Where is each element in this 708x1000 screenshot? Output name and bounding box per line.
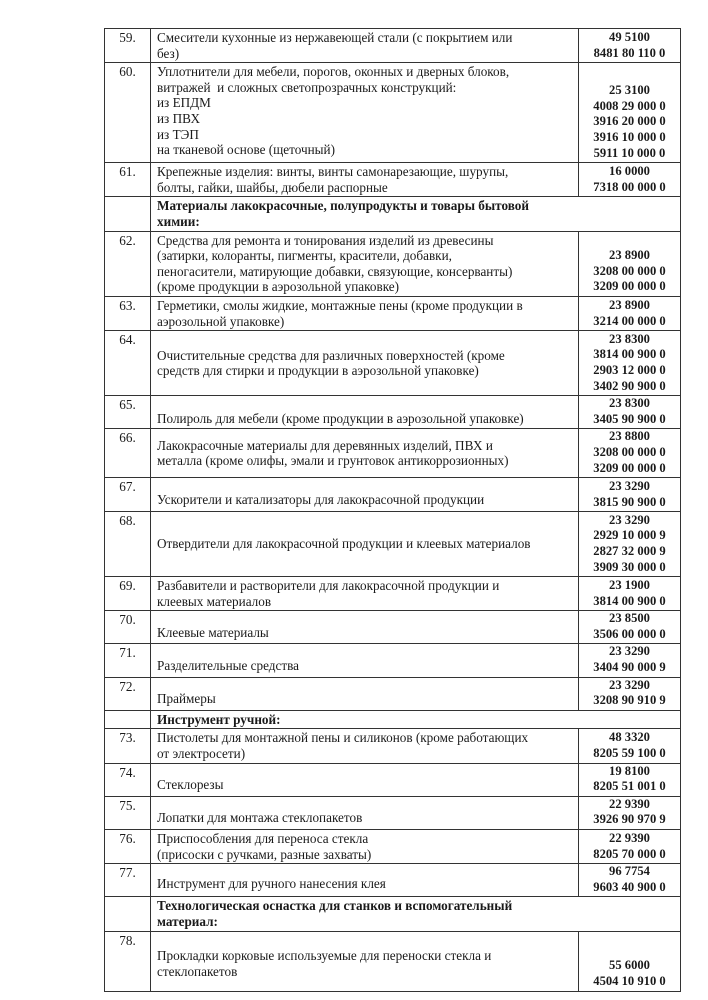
row-description: Очистительные средства для различных поверхностей (кроме средств для стирки и продукции в аэрозольной упаковке) bbox=[151, 331, 579, 396]
table-row bbox=[105, 296, 681, 330]
row-number: 77. bbox=[105, 864, 151, 897]
row-description: Ускорители и катализаторы для лакокрасочной продукции bbox=[151, 478, 579, 512]
row-codes: 19 8100 8205 51 001 0 bbox=[579, 763, 681, 796]
row-description: Смесители кухонные из нержавеющей стали (с покрытием или без) bbox=[151, 29, 579, 63]
row-codes: 23 8300 3405 90 900 0 bbox=[579, 396, 681, 429]
row-codes: 23 3290 3404 90 000 9 bbox=[579, 644, 681, 677]
row-number: 78. bbox=[105, 931, 151, 991]
row-number: 73. bbox=[105, 729, 151, 763]
goods-table bbox=[104, 28, 681, 992]
table-row bbox=[105, 677, 681, 710]
table-row bbox=[105, 63, 681, 163]
table-row bbox=[105, 729, 681, 763]
row-codes: 23 8900 3208 00 000 0 3209 00 000 0 bbox=[579, 231, 681, 296]
row-description: Разбавители и растворители для лакокрасочной продукции и клеевых материалов bbox=[151, 577, 579, 611]
table-row bbox=[105, 512, 681, 577]
row-number: 60. bbox=[105, 63, 151, 163]
row-number: 69. bbox=[105, 577, 151, 611]
table-row bbox=[105, 331, 681, 396]
row-number: 62. bbox=[105, 231, 151, 296]
table-row bbox=[105, 231, 681, 296]
row-number: 68. bbox=[105, 512, 151, 577]
row-description: Крепежные изделия: винты, винты самонарезающие, шурупы, болты, гайки, шайбы, дюбели распорные bbox=[151, 163, 579, 197]
row-codes: 23 1900 3814 00 900 0 bbox=[579, 577, 681, 611]
row-number: 71. bbox=[105, 644, 151, 677]
row-number: 74. bbox=[105, 763, 151, 796]
table-row bbox=[105, 644, 681, 677]
table-row bbox=[105, 429, 681, 478]
row-description: Пистолеты для монтажной пены и силиконов (кроме работающих от электросети) bbox=[151, 729, 579, 763]
row-number: 66. bbox=[105, 429, 151, 478]
row-number: 63. bbox=[105, 296, 151, 330]
table-row bbox=[105, 611, 681, 644]
row-description: Лакокрасочные материалы для деревянных изделий, ПВХ и металла (кроме олифы, эмали и грунтовок антикоррозионных) bbox=[151, 429, 579, 478]
row-codes: 55 6000 4504 10 910 0 bbox=[579, 931, 681, 991]
row-description: Праймеры bbox=[151, 677, 579, 710]
row-number: 64. bbox=[105, 331, 151, 396]
row-codes: 25 3100 4008 29 000 0 3916 20 000 0 3916 10 000 0 5911 10 000 0 bbox=[579, 63, 681, 163]
section-heading: Материалы лакокрасочные, полупродукты и товары бытовой химии: bbox=[151, 197, 681, 231]
row-description: Герметики, смолы жидкие, монтажные пены (кроме продукции в аэрозольной упаковке) bbox=[151, 296, 579, 330]
row-number: 76. bbox=[105, 830, 151, 864]
row-codes: 22 9390 8205 70 000 0 bbox=[579, 830, 681, 864]
row-description: Средства для ремонта и тонирования изделий из древесины (затирки, колоранты, пигменты, красители, добавки, пеногасители, матирующие добавки, связующие, консерванты) (кроме продукции в аэрозольной упаковке) bbox=[151, 231, 579, 296]
section-row bbox=[105, 710, 681, 729]
row-codes: 49 5100 8481 80 110 0 bbox=[579, 29, 681, 63]
section-row bbox=[105, 197, 681, 231]
row-codes: 16 0000 7318 00 000 0 bbox=[579, 163, 681, 197]
row-description: Уплотнители для мебели, порогов, оконных и дверных блоков, витражей и сложных светопрозрачных конструкций: из ЕПДМ из ПВХ из ТЭП на тканевой основе (щеточный) bbox=[151, 63, 579, 163]
table-row bbox=[105, 396, 681, 429]
table-row bbox=[105, 931, 681, 991]
row-description: Приспособления для переноса стекла (присоски с ручками, разные захваты) bbox=[151, 830, 579, 864]
row-number: 65. bbox=[105, 396, 151, 429]
table-row bbox=[105, 577, 681, 611]
table-row bbox=[105, 478, 681, 512]
row-description: Полироль для мебели (кроме продукции в аэрозольной упаковке) bbox=[151, 396, 579, 429]
row-description: Прокладки корковые используемые для переноски стекла и стеклопакетов bbox=[151, 931, 579, 991]
row-codes: 23 3290 2929 10 000 9 2827 32 000 9 3909 30 000 0 bbox=[579, 512, 681, 577]
row-number: 61. bbox=[105, 163, 151, 197]
row-description: Клеевые материалы bbox=[151, 611, 579, 644]
section-heading: Технологическая оснастка для станков и вспомогательный материал: bbox=[151, 897, 681, 931]
table-row bbox=[105, 29, 681, 63]
row-number: 72. bbox=[105, 677, 151, 710]
row-codes: 23 8900 3214 00 000 0 bbox=[579, 296, 681, 330]
row-description: Разделительные средства bbox=[151, 644, 579, 677]
table-row bbox=[105, 864, 681, 897]
table-row bbox=[105, 163, 681, 197]
table-row bbox=[105, 830, 681, 864]
table-row bbox=[105, 796, 681, 829]
row-codes: 23 8300 3814 00 900 0 2903 12 000 0 3402 90 900 0 bbox=[579, 331, 681, 396]
row-codes: 23 8500 3506 00 000 0 bbox=[579, 611, 681, 644]
row-number: 67. bbox=[105, 478, 151, 512]
row-number: 75. bbox=[105, 796, 151, 829]
row-codes: 23 3290 3208 90 910 9 bbox=[579, 677, 681, 710]
row-codes: 23 8800 3208 00 000 0 3209 00 000 0 bbox=[579, 429, 681, 478]
row-number: 59. bbox=[105, 29, 151, 63]
row-description: Стеклорезы bbox=[151, 763, 579, 796]
row-description: Инструмент для ручного нанесения клея bbox=[151, 864, 579, 897]
row-codes: 96 7754 9603 40 900 0 bbox=[579, 864, 681, 897]
row-codes: 22 9390 3926 90 970 9 bbox=[579, 796, 681, 829]
section-heading: Инструмент ручной: bbox=[151, 710, 681, 729]
row-codes: 48 3320 8205 59 100 0 bbox=[579, 729, 681, 763]
section-row bbox=[105, 897, 681, 931]
table-row bbox=[105, 763, 681, 796]
row-codes: 23 3290 3815 90 900 0 bbox=[579, 478, 681, 512]
row-description: Лопатки для монтажа стеклопакетов bbox=[151, 796, 579, 829]
row-number: 70. bbox=[105, 611, 151, 644]
row-description: Отвердители для лакокрасочной продукции и клеевых материалов bbox=[151, 512, 579, 577]
